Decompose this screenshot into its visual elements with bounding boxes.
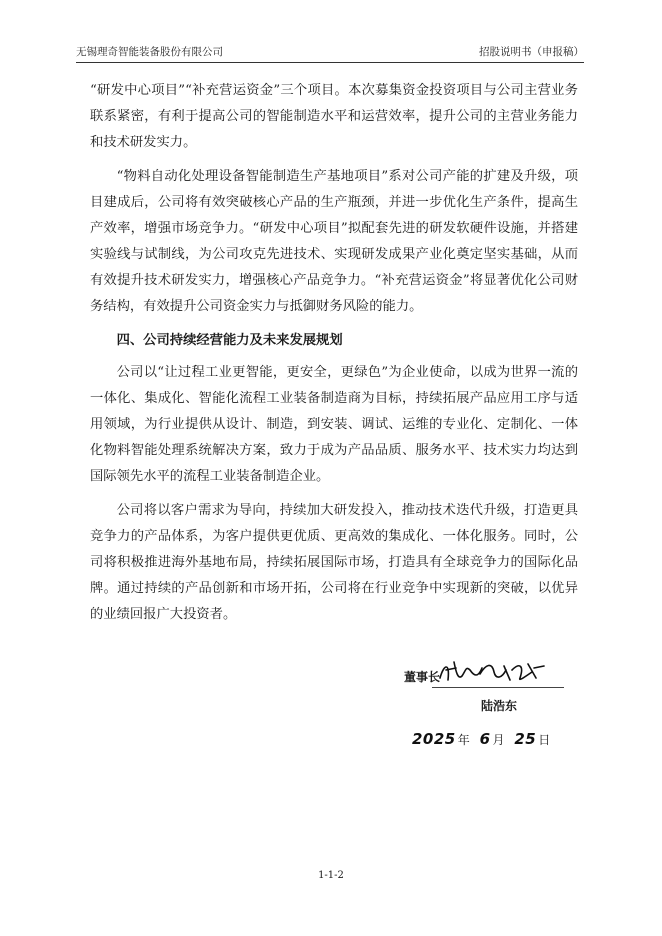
document-type: 招股说明书（申报稿） [479,46,584,58]
paragraph-investment-projects: “研发中心项目”“补充营运资金”三个项目。本次募集资金投资项目与公司主营业务联系紧密，有利于提高公司的智能制造水平和运营效率，提升公司的主营业务能力和技术研发实力。 [90,83,578,150]
page-header [76,44,584,60]
company-name: 无锡理奇智能装备股份有限公司 [76,46,223,58]
handwritten-signature [436,656,556,690]
section-heading: 四、公司持续经营能力及未来发展规划 [116,333,343,348]
date-year: 2025 [412,730,456,748]
header-divider [76,62,584,63]
signing-date [412,730,556,756]
paragraph-strategy: 公司将以客户需求为导向，持续加大研发投入，推动技术迭代升级，打造更具竞争力的产品体系，为客户提供更优质、更高效的集成化、一体化服务。同时，公司将积极推进海外基地布局，持续拓展国际市场，打造具有全球竞争力的国际化品牌。通过持续的产品创新和市场开拓，公司将在行业竞争中实现新的突破，以优异的业绩回报广大投资者。 [90,503,578,622]
chairman-name: 陆浩东 [481,699,518,713]
paragraph-mission: 公司以“让过程工业更智能，更安全，更绿色”为企业使命，以成为世界一流的一体化、集成化、智能化流程工业装备制造商为目标，持续拓展产品应用工序与适用领域，为行业提供从设计、制造，到安装、调试、运维的专业化、定制化、一体化物料智能处理系统解决方案，致力于成为产品品质、服务水平、技术实力均达到国际领先水平的流程工业装备制造企业。 [90,365,578,484]
date-month-unit: 月 [492,733,505,747]
signature-line [432,687,564,688]
date-month: 6 [479,730,491,748]
document-body [90,78,578,636]
signature-title: 董事长 [404,670,441,684]
date-day-unit: 日 [538,733,551,747]
date-day: 25 [514,730,537,748]
paragraph-project-details: “物料自动化处理设备智能制造生产基地项目”系对公司产能的扩建及升级，项目建成后，公司将有效突破核心产品的生产瓶颈，并进一步优化生产条件，提高生产效率，增强市场竞争力。“研发中心项目”拟配套先进的研发软硬件设施，并搭建实验线与试制线，为公司攻克先进技术、实现研发成果产业化奠定坚实基础，从而有效提升技术研发实力，增强核心产品竞争力。“补充营运资金”将显著优化公司财务结构，有效提升公司资金实力与抵御财务风险的能力。 [90,169,578,314]
page-number: 1-1-2 [318,870,344,881]
date-year-unit: 年 [457,733,470,747]
